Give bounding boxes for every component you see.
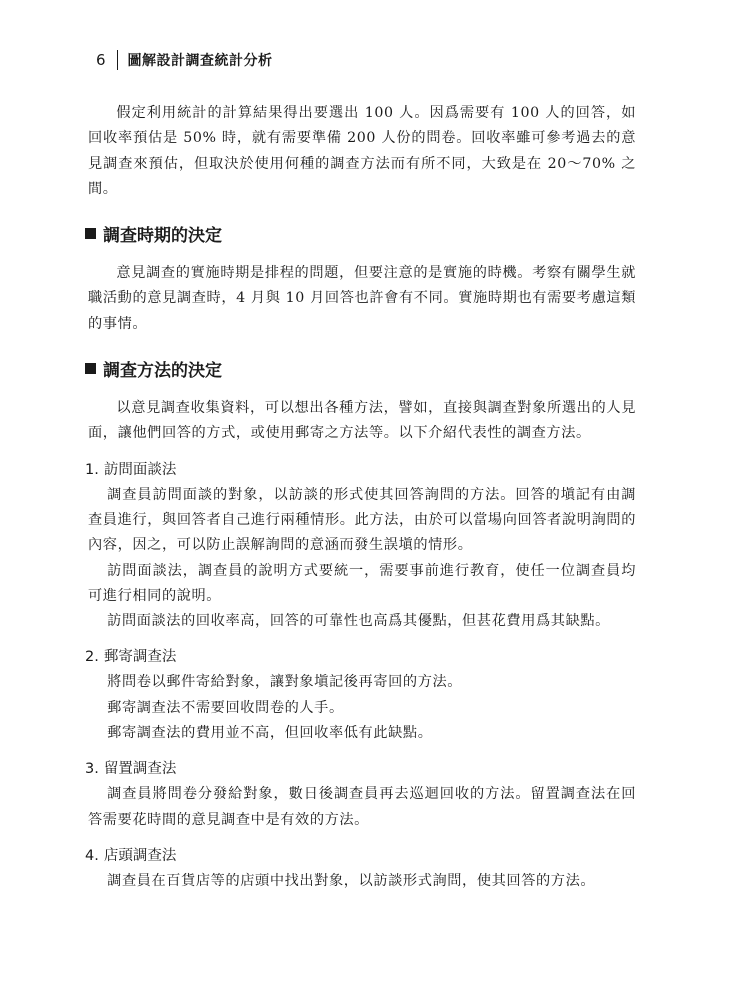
item-paragraph: 郵寄調查法不需要回收問卷的人手。 <box>107 699 344 716</box>
item-title: 店頭調查法 <box>103 847 177 864</box>
section-heading-method <box>85 356 636 380</box>
page-number: 6 <box>96 51 106 69</box>
item-paragraph: 調查員在百貨店等的店頭中找出對象，以訪談形式詢問，使其回答的方法。 <box>107 872 596 889</box>
header-divider <box>117 50 118 70</box>
item-heading-storefront <box>85 845 636 868</box>
section-heading-text: 調查方法的決定 <box>103 360 222 381</box>
item-paragraph: 訪問面談法的回收率高，回答的可靠性也高爲其優點，但甚花費用爲其缺點。 <box>107 613 610 630</box>
book-title: 圖解設計調查統計分析 <box>127 53 273 69</box>
item-heading-mail <box>85 646 636 669</box>
item-number: 1. <box>85 461 99 478</box>
square-bullet-icon <box>85 228 96 239</box>
item-title: 留置調查法 <box>103 761 177 778</box>
item-number: 3. <box>85 761 99 778</box>
item-heading-placement <box>85 758 636 781</box>
item-paragraph: 訪問面談法，調查員的說明方式要統一，需要事前進行教育，使任一位調查員均可進行相同的說明。 <box>88 562 636 604</box>
section-heading-timing <box>85 221 636 245</box>
item-heading-interview <box>85 459 636 482</box>
item-paragraph: 調查員將問卷分發給對象，數日後調查員再去巡迴回收的方法。留置調查法在回答需要花時間的意見調查中是有效的方法。 <box>88 786 636 828</box>
square-bullet-icon <box>85 363 96 374</box>
page-content <box>85 101 636 894</box>
item-number: 4. <box>85 847 99 864</box>
section-paragraph-timing: 意見調查的實施時期是排程的問題，但要注意的是實施的時機。考察有關學生就職活動的意見調查時，4 月與 10 月回答也許會有不同。實施時期也有需要考慮這類的事情。 <box>88 265 636 332</box>
item-paragraph: 郵寄調查法的費用並不高，但回收率低有此缺點。 <box>107 725 433 742</box>
section-heading-text: 調查時期的決定 <box>103 225 222 246</box>
running-header <box>96 47 273 73</box>
item-title: 郵寄調查法 <box>103 649 177 666</box>
item-number: 2. <box>85 649 99 666</box>
intro-paragraph: 假定利用統計的計算結果得出要選出 100 人。因爲需要有 100 人的回答，如回收率預估是 50% 時，就有需要準備 200 人份的問卷。回收率雖可參考過去的意見調查來預估，但取決於使用何種的調查方法而有所不同，大致是在 20～70% 之間。 <box>88 105 636 197</box>
item-paragraph: 將問卷以郵件寄給對象，讓對象塡記後再寄回的方法。 <box>107 674 463 691</box>
section-paragraph-method: 以意見調查收集資料，可以想出各種方法，譬如，直接與調查對象所選出的人見面，讓他們回答的方式，或使用郵寄之方法等。以下介紹代表性的調查方法。 <box>88 400 636 442</box>
item-paragraph: 調查員訪問面談的對象，以訪談的形式使其回答詢問的方法。回答的塡記有由調查員進行，與回答者自己進行兩種情形。此方法，由於可以當場向回答者說明詢問的內容，因之，可以防止誤解詢問的意涵而發生誤塡的情形。 <box>88 486 636 554</box>
item-title: 訪問面談法 <box>103 461 177 478</box>
